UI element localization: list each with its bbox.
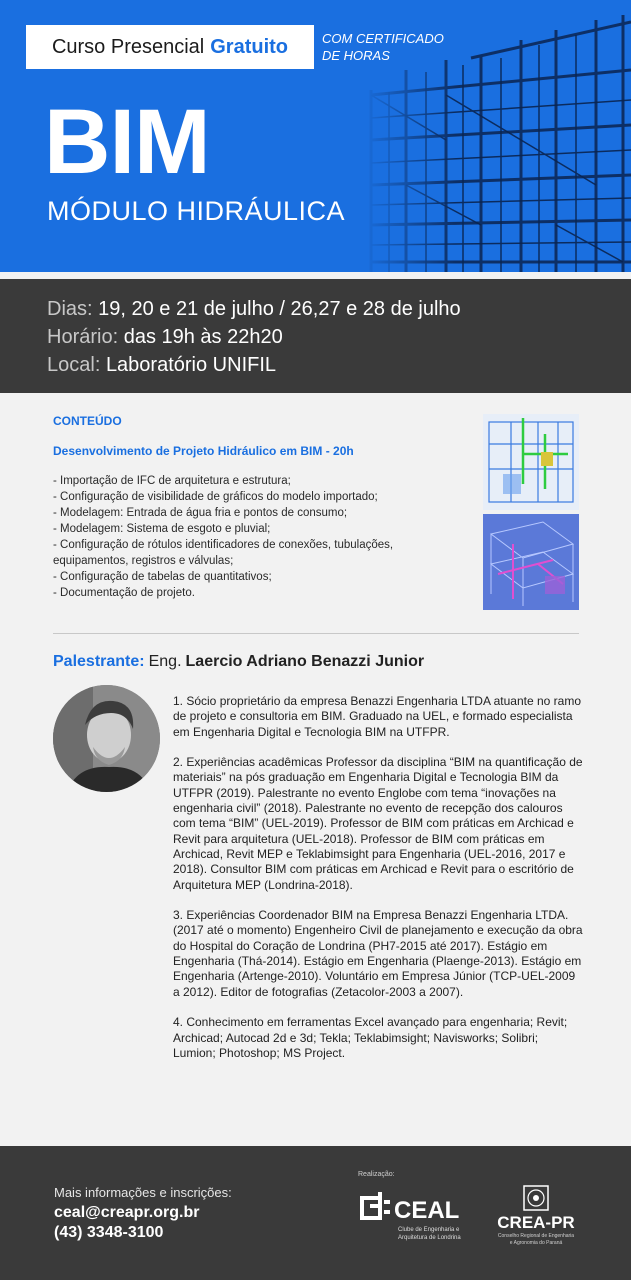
speaker-heading: Palestrante: Eng. Laercio Adriano Benazzi Junior (53, 653, 425, 670)
section-title: CONTEÚDO (53, 414, 122, 428)
schedule-info (0, 279, 631, 393)
list-item: - Configuração de visibilidade de gráficos do modelo importado; (53, 491, 378, 503)
list-item: - Modelagem: Sistema de esgoto e pluvial; (53, 523, 271, 535)
ceal-logo (358, 1190, 468, 1246)
days-line: Dias: 19, 20 e 21 de julho / 26,27 e 28 de julho (47, 298, 461, 320)
contact-phone[interactable]: (43) 3348-3100 (54, 1224, 164, 1241)
course-title: BIM (44, 91, 210, 193)
certificate-note: COM CERTIFICADO DE HORAS (322, 31, 444, 63)
list-item: - Importação de IFC de arquitetura e estrutura; (53, 475, 291, 487)
svg-text:Conselho Regional de Engenhari: Conselho Regional de Engenharia (497, 1233, 575, 1239)
svg-text:CREA-PR: CREA-PR (497, 1213, 575, 1232)
content-section (53, 413, 453, 601)
list-item: - Configuração de tabelas de quantitativos; (53, 571, 272, 583)
module-title: Desenvolvimento de Projeto Hidráulico em BIM - 20h (53, 444, 354, 458)
svg-text:e Agronomia do Paraná: e Agronomia do Paraná (509, 1240, 563, 1246)
badge-highlight: Gratuito (210, 35, 289, 58)
bim-model-image-1 (483, 414, 579, 510)
contact-email[interactable]: ceal@creapr.org.br (54, 1204, 200, 1221)
speaker-avatar (53, 685, 160, 792)
more-info-label: Mais informações e inscrições: (54, 1185, 232, 1200)
svg-text:Clube de Engenharia e: Clube de Engenharia e (398, 1227, 460, 1233)
svg-text:CEAL: CEAL (394, 1197, 460, 1224)
topic-list (53, 473, 453, 601)
bio-paragraph: 4. Conhecimento em ferramentas Excel avançado para engenharia; Revit; Archicad; Autocad 2d e 3d; Tekla; Teklabimsight; Navisworks; Solibri; Lumion; Photoshop; MS Project. (173, 1015, 568, 1060)
course-subtitle: MÓDULO HIDRÁULICA (47, 196, 346, 226)
speaker-name: Laercio Adriano Benazzi Junior (185, 653, 425, 670)
list-item: - Modelagem: Entrada de água fria e pontos de consumo; (53, 507, 348, 519)
course-badge (26, 25, 314, 69)
bio-paragraph: 3. Experiências Coordenador BIM na Empresa Benazzi Engenharia LTDA. (2017 até o momento) Engenheiro Civil de planejamento e execução da obra do Hospital do Coração de Londrina (PH7-2015 até 2017). Estágio em Engenharia (Thá-2014). Estágio em Engenharia (Plaenge-2013). Estágio em Engenharia (Artenge-2010). Voluntário em Empresa Júnior (TCP-UEL-2009 a 2012). Editor de fotografias (Zetacolor-2003 a 2007). (173, 908, 583, 999)
speaker-bio (173, 694, 583, 1076)
crea-pr-logo (488, 1184, 584, 1254)
bio-paragraph: 1. Sócio proprietário da empresa Benazzi Engenharia LTDA atuante no ramo de projeto e consultoria em BIM. Graduado na UEL, e formado especialista em Engenharia Digital e Tecnologia BIM na UTFPR. (173, 694, 582, 739)
time-line: Horário: das 19h às 22h20 (47, 326, 283, 348)
bio-paragraph: 2. Experiências acadêmicas Professor da disciplina “BIM na quantificação de materiais” na pós graduação em Engenharia Digital e Tecnologia BIM da UTFPR (2019). Palestrante no evento Englobe com tema “inovações na engenharia civil” (2018). Palestrante no evento de recepção dos calouros com tema “BIM” (UEL-2019). Professor de BIM com práticas em Archicad e Revit para arquitetura (UEL-2018). Professor de BIM com práticas em Archicad, Revit MEP e Teklabimsight para Engenharia (UEL-2016, 2017 e 2018). Consultor BIM com práticas em Archicad e Revit para o escritório de Arquitetura MEP (Londrina-2018). (173, 755, 583, 892)
divider (53, 633, 579, 634)
svg-text:Arquitetura de Londrina: Arquitetura de Londrina (398, 1235, 461, 1241)
bim-model-image-2 (483, 514, 579, 610)
realizacao-label: Realização: (358, 1171, 395, 1178)
badge-text: Curso Presencial (51, 35, 205, 58)
footer (0, 1146, 631, 1280)
list-item: - Configuração de rótulos identificadores de conexões, tubulações, equipamentos, registros e válvulas; (53, 539, 394, 567)
place-line: Local: Laboratório UNIFIL (47, 354, 277, 376)
hero-banner (0, 0, 631, 272)
list-item: - Documentação de projeto. (53, 587, 195, 599)
